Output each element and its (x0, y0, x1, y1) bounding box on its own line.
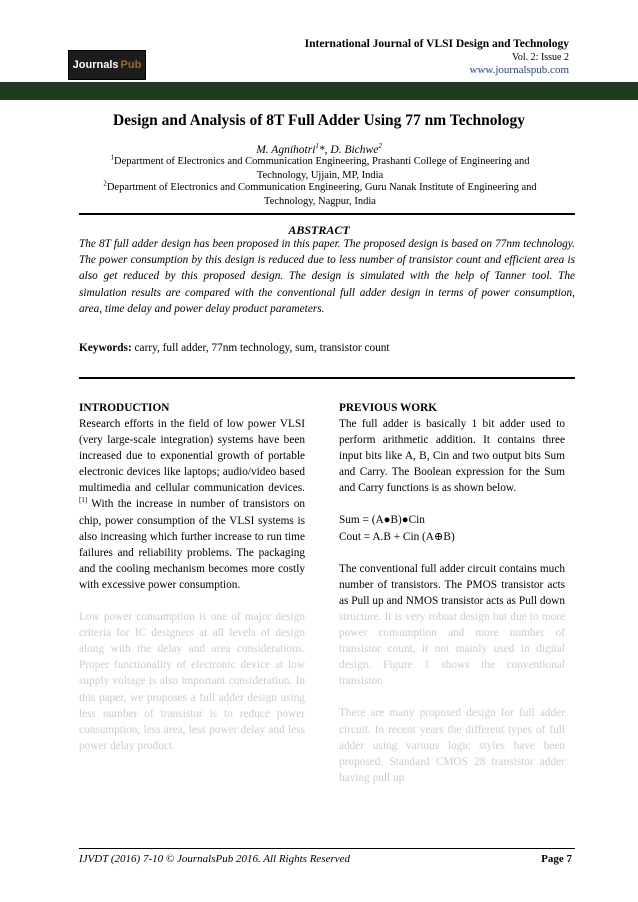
previous-work-paragraph-2-visible: The conventional full adder circuit contains much number of transistors. The PMOS transistor acts as Pull up and NMOS transistor acts as Pull down (339, 562, 565, 607)
affiliation-1 (96, 155, 544, 183)
author-2: D. Bichwe (330, 144, 379, 156)
keywords-label: Keywords: (79, 342, 132, 354)
journal-volume: Vol. 2: Issue 2 (511, 52, 569, 63)
introduction-paragraph-1-a: Research efforts in the field of low power VLSI (very large-scale integration) systems have been increased due to exponential growth of portable electronic devices like laptops; audio/video based multimedia and cellular communication devices. (79, 418, 305, 495)
footer-divider (79, 848, 575, 849)
abstract-text: The 8T full adder design has been proposed in this paper. The proposed design is based on 77nm technology. The power consumption by this design is reduced due to less number of transistor count and efficient area is also get reduced by this proposed design. The design is simulated with the help of Tanner tool. The simulation results are compared with the conventional full adder design in terms of power consumption, area, time delay and power delay product parameters. (79, 238, 575, 315)
previous-work-section (339, 400, 565, 786)
previous-work-paragraph-3: There are many proposed design for full adder circuit. In recent years the different types of full adder using various logic styles have been proposed. Standard CMOS 28 transistor adder having pull up (339, 707, 565, 784)
previous-work-paragraph-2 (339, 561, 565, 690)
journal-url-link[interactable]: www.journalspub.com (469, 64, 569, 76)
author-1-sup: 1 (315, 142, 319, 151)
affiliation-2-text: Department of Electronics and Communication Engineering, Guru Nanak Institute of Engineering and Technology, Nagpur, India (106, 182, 537, 207)
introduction-paragraph-1 (79, 416, 305, 593)
journalspub-logo (68, 50, 146, 80)
footer-citation: IJVDT (2016) 7-10 © JournalsPub 2016. All Rights Reserved (79, 853, 350, 865)
affiliation-1-num: 1 (110, 153, 114, 162)
introduction-paragraph-2: Low power consumption is one of major design criteria for IC designers at all levels of design along with the delay and area considerations. Proper functionality of electronic device at low supply voltage is also important consideration. In this paper, we proposes a full adder design using less number of transistor is to reduce power consumption, less area, less power delay and less power delay product. (79, 611, 305, 752)
introduction-paragraph-1-b: With the increase in number of transistors on chip, power consumption of the VLSI systems is also increasing which further increase to run time failures and reliability problems. The packaging and the cooling mechanism becomes more costly with excessive power consumption. (79, 498, 305, 591)
citation-ref: [1] (79, 496, 88, 505)
keywords-text: carry, full adder, 77nm technology, sum, transistor count (131, 342, 390, 354)
affiliation-1-text: Department of Electronics and Communication Engineering, Prashanti College of Engineering and Technology, Ujjain, MP, India (113, 156, 530, 181)
sum-equation: Sum = (A●B)●Cin (339, 514, 425, 527)
keywords (79, 342, 575, 354)
introduction-section (79, 400, 305, 754)
journal-name: International Journal of VLSI Design and Technology (304, 38, 569, 50)
author-1-mark: *, (318, 144, 331, 156)
author-1: M. Agnihotri (256, 144, 316, 156)
page-number: Page 7 (541, 853, 572, 865)
affiliation-2 (96, 181, 544, 209)
logo-text-pub: Pub (120, 59, 142, 71)
logo-text-journals: Journals (72, 59, 119, 71)
introduction-heading: INTRODUCTION (79, 402, 170, 414)
abstract-heading: ABSTRACT (288, 223, 350, 237)
header-band (0, 82, 638, 100)
divider-top (79, 213, 575, 215)
cout-equation: Cout = A.B + Cin (A⊕B) (339, 530, 455, 543)
affiliation-2-num: 2 (103, 179, 107, 188)
paper-title: Design and Analysis of 8T Full Adder Using 77 nm Technology (112, 112, 525, 129)
previous-work-paragraph-1: The full adder is basically 1 bit adder used to perform arithmetic addition. It contains three input bits like A, B, Cin and two output bits Sum and Carry. The Boolean expression for the Sum and Carry functions is as shown below. (339, 418, 565, 495)
divider-middle (79, 377, 575, 379)
previous-work-paragraph-2-faded: structure. It is very robust design but due to more power consumption and more number of transistor count, it not mainly used in digital design. Figure 1 shows the conventional transistor. (339, 610, 565, 688)
author-2-sup: 2 (378, 142, 382, 151)
previous-work-heading: PREVIOUS WORK (339, 402, 438, 414)
